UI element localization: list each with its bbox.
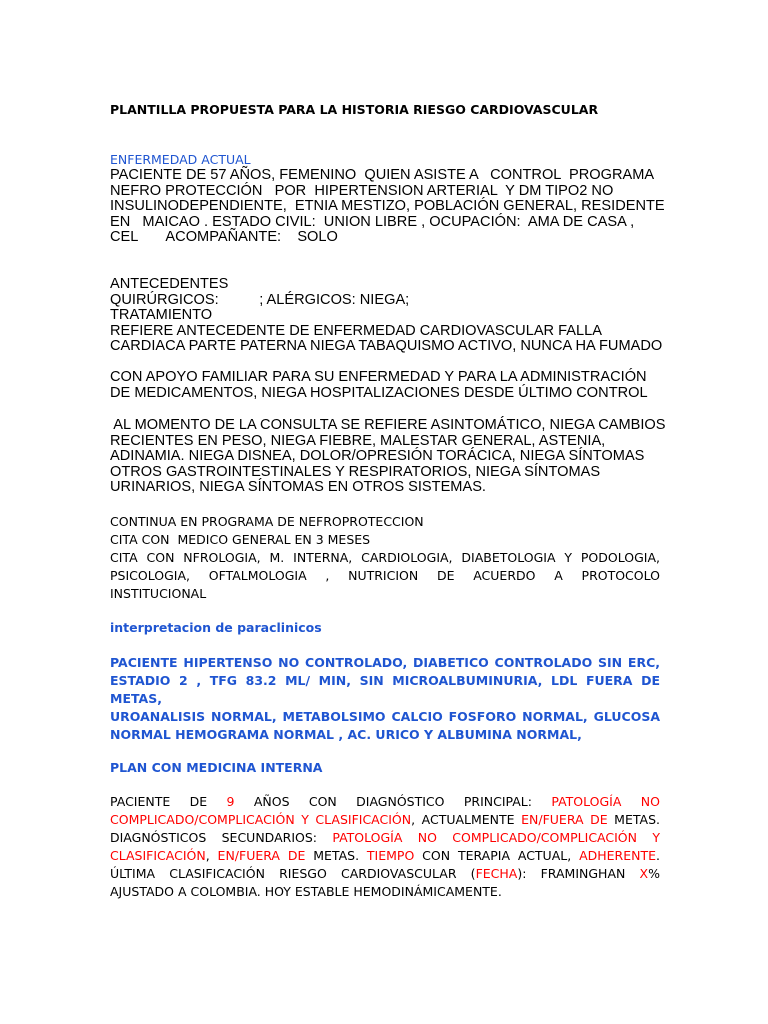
paraclinicos-heading: interpretacion de paraclinicos [110,620,322,635]
text-line: CITA CON MEDICO GENERAL EN 3 MESES [110,532,371,547]
antecedentes-section [110,276,663,355]
plan-text-segment: ÚLTIMA CLASIFICACIÓN RIESGO CARDIOVASCULAR ( [110,866,476,881]
framingham-placeholder: X [639,866,649,881]
text-line [110,865,660,883]
plan-text-segment: CON TERAPIA ACTUAL, [414,848,580,863]
antecedentes-heading: ANTECEDENTES [110,276,229,292]
document-title: PLANTILLA PROPUESTA PARA LA HISTORIA RIESGO CARDIOVASCULAR [110,102,599,117]
plan-text-segment: PACIENTE DE [110,794,227,809]
text-line: REFIERE ANTECEDENTE DE ENFERMEDAD CARDIOVASCULAR FALLA [110,322,602,339]
patologia-placeholder: PATOLOGÍA NO COMPLICADO/COMPLICACIÓN Y [332,830,660,845]
text-line: NEFRO PROTECCIÓN POR HIPERTENSION ARTERIAL Y DM TIPO2 NO [110,182,614,199]
plan-text-segment: METAS. [305,848,367,863]
plan-text-segment: AÑOS CON DIAGNÓSTICO PRINCIPAL: [234,794,552,809]
plan-text-segment: , ACTUALMENTE [411,812,522,827]
plan-text-segment: METAS. [607,812,660,827]
text-line: DE MEDICAMENTOS, NIEGA HOSPITALIZACIONES DESDE ÚLTIMO CONTROL [110,384,648,401]
fecha-placeholder: FECHA [475,866,518,881]
paraclinicos-text [110,654,660,744]
plan-text-segment: DIAGNÓSTICOS SECUNDARIOS: [110,830,333,845]
plan-text-segment: ): FRAMINGHAN [517,866,640,881]
text-line: EN MAICAO . ESTADO CIVIL: UNION LIBRE , OCUPACIÓN: AMA DE CASA , [110,213,635,230]
text-line: AJUSTADO A COLOMBIA. HOY ESTABLE HEMODINÁMICAMENTE. [110,884,502,899]
tratamiento-heading: TRATAMIENTO [110,307,213,324]
plan-text-segment: % [648,866,660,881]
plan-text-segment: , [205,848,218,863]
text-line: INSTITUCIONAL [110,586,207,601]
apoyo-familiar-text [110,370,660,401]
text-line: ESTADIO 2 , TFG 83.2 ML/ MIN, SIN MICROALBUMINURIA, LDL FUERA DE METAS, [110,673,660,706]
plan-heading: PLAN CON MEDICINA INTERNA [110,760,323,775]
plan-text [110,793,660,901]
text-line: ADINAMIA. NIEGA DISNEA, DOLOR/OPRESIÓN TORÁCICA, NIEGA SÍNTOMAS [110,448,645,465]
text-line: CEL ACOMPAÑANTE: SOLO [110,229,338,246]
plan-text-segment: . [656,848,660,863]
text-line: AL MOMENTO DE LA CONSULTA SE REFIERE ASINTOMÁTICO, NIEGA CAMBIOS [110,417,666,433]
adherente-placeholder: ADHERENTE [579,848,657,863]
text-line [110,847,660,865]
clasificacion-placeholder: CLASIFICACIÓN [110,848,206,863]
text-line [110,811,660,829]
text-line: PACIENTE HIPERTENSO NO CONTROLADO, DIABETICO CONTROLADO SIN ERC, [110,655,660,670]
text-line: PSICOLOGIA, OFTALMOLOGIA , NUTRICION DE ACUERDO A PROTOCOLO [110,568,660,583]
enfermedad-actual-heading: ENFERMEDAD ACTUAL [110,152,251,167]
patologia-placeholder: COMPLICADO/COMPLICACIÓN Y CLASIFICACIÓN [110,812,412,827]
metas-placeholder: EN/FUERA DE [521,812,608,827]
text-line [110,829,660,847]
programa-section [110,513,660,603]
text-line: QUIRÚRGICOS: ; ALÉRGICOS: NIEGA; [110,291,410,308]
enfermedad-actual-text [110,167,665,246]
text-line: NORMAL HEMOGRAMA NORMAL , AC. URICO Y ALBUMINA NORMAL, [110,727,582,742]
text-line: PACIENTE DE 57 AÑOS, FEMENINO QUIEN ASISTE A CONTROL PROGRAMA [110,167,655,183]
text-line [110,793,660,811]
text-line: CITA CON NFROLOGIA, M. INTERNA, CARDIOLOGIA, DIABETOLOGIA Y PODOLOGIA, [110,550,660,565]
metas-placeholder: EN/FUERA DE [217,848,306,863]
age-placeholder: 9 [226,794,235,809]
text-line: OTROS GASTROINTESTINALES Y RESPIRATORIOS, NIEGA SÍNTOMAS [110,463,601,480]
patologia-placeholder: PATOLOGÍA NO [551,794,660,809]
consulta-text [110,417,666,496]
text-line: CARDIACA PARTE PATERNA NIEGA TABAQUISMO ACTIVO, NUNCA HA FUMADO [110,338,663,355]
text-line: INSULINODEPENDIENTE, ETNIA MESTIZO, POBLACIÓN GENERAL, RESIDENTE [110,198,665,215]
text-line: UROANALISIS NORMAL, METABOLSIMO CALCIO FOSFORO NORMAL, GLUCOSA [110,709,660,724]
tiempo-placeholder: TIEMPO [366,848,415,863]
text-line: CON APOYO FAMILIAR PARA SU ENFERMEDAD Y PARA LA ADMINISTRACIÓN [110,369,647,385]
text-line: RECIENTES EN PESO, NIEGA FIEBRE, MALESTAR GENERAL, ASTENIA, [110,432,606,449]
text-line: CONTINUA EN PROGRAMA DE NEFROPROTECCION [110,514,424,529]
text-line: URINARIOS, NIEGA SÍNTOMAS EN OTROS SISTEMAS. [110,479,486,496]
